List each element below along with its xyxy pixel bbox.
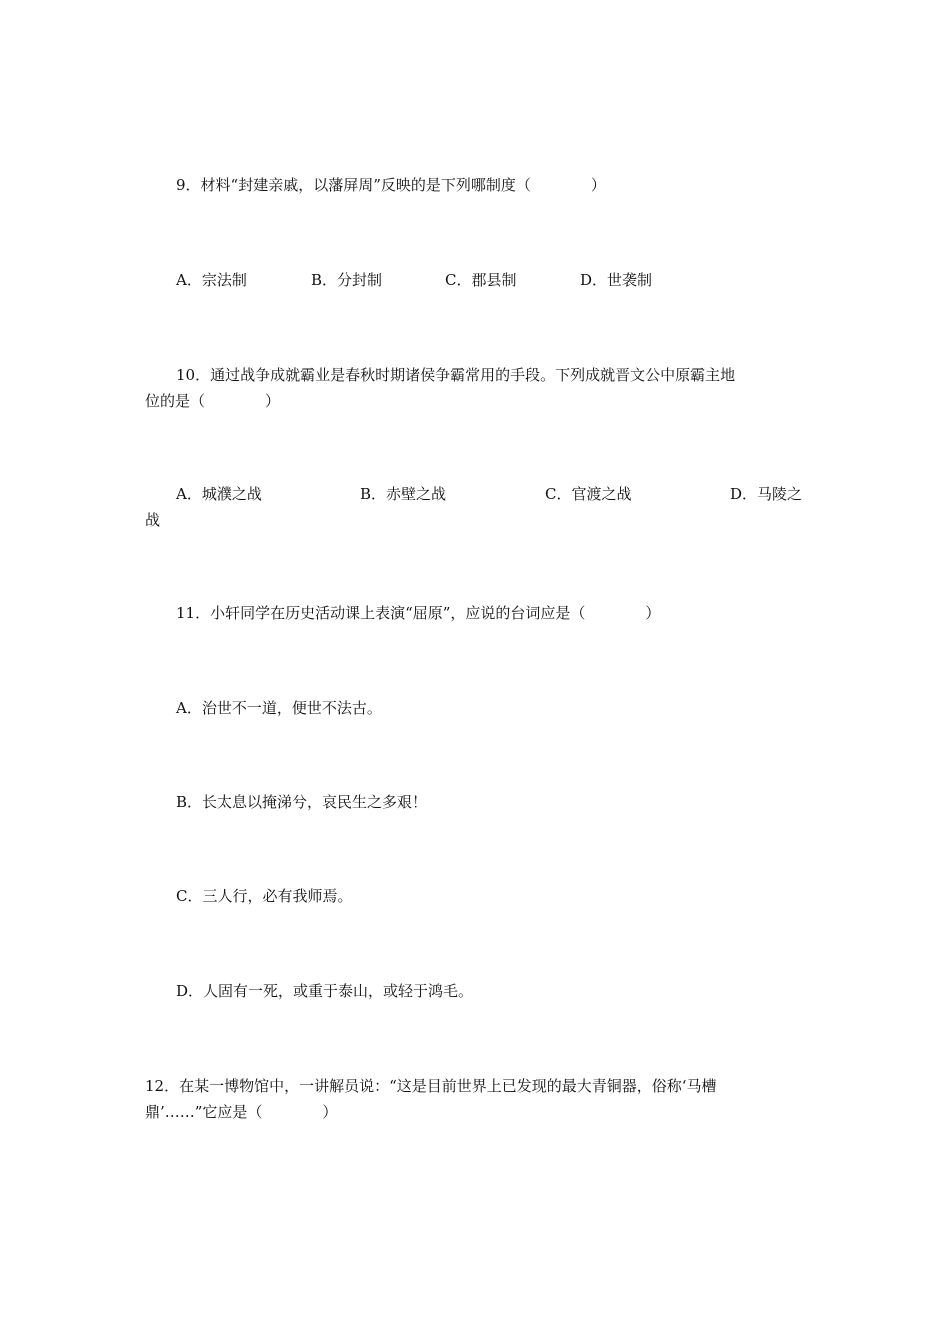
question-11-option-b: B．长太息以掩涕兮，哀民生之多艰！	[176, 793, 428, 811]
question-10-stem-line-2: 位的是（ ）	[145, 392, 281, 410]
question-11-option-a: A．治世不一道，便世不法古。	[176, 699, 382, 717]
question-9-option-d: D．世袭制	[580, 271, 653, 289]
question-9-option-b: B．分封制	[311, 271, 383, 289]
question-10-option-a: A．城濮之战	[176, 485, 262, 503]
question-10-option-d-wrap: 战	[145, 511, 161, 529]
question-11-stem: 11．小轩同学在历史活动课上表演“屈原”，应说的台词应是（ ）	[176, 604, 661, 622]
question-10-stem-line-1: 10．通过战争成就霸业是春秋时期诸侯争霸常用的手段。下列成就晋文公中原霸主地	[176, 366, 736, 384]
question-12-stem-line-2: 鼎’……”它应是（ ）	[145, 1103, 338, 1121]
question-10-option-c: C．官渡之战	[545, 485, 632, 503]
question-9-option-c: C．郡县制	[445, 271, 517, 289]
question-11-option-d: D．人固有一死，或重于泰山，或轻于鸿毛。	[176, 982, 474, 1000]
question-9-stem: 9．材料“封建亲戚，以藩屏周”反映的是下列哪制度（ ）	[176, 176, 606, 194]
question-11-option-c: C．三人行，必有我师焉。	[176, 887, 353, 905]
question-12-stem-line-1: 12．在某一博物馆中，一讲解员说：“这是目前世界上已发现的最大青铜器，俗称‘马槽	[145, 1077, 717, 1095]
question-10-option-d: D．马陵之	[730, 485, 803, 503]
question-9-option-a: A．宗法制	[176, 271, 247, 289]
question-10-option-b: B．赤壁之战	[360, 485, 447, 503]
